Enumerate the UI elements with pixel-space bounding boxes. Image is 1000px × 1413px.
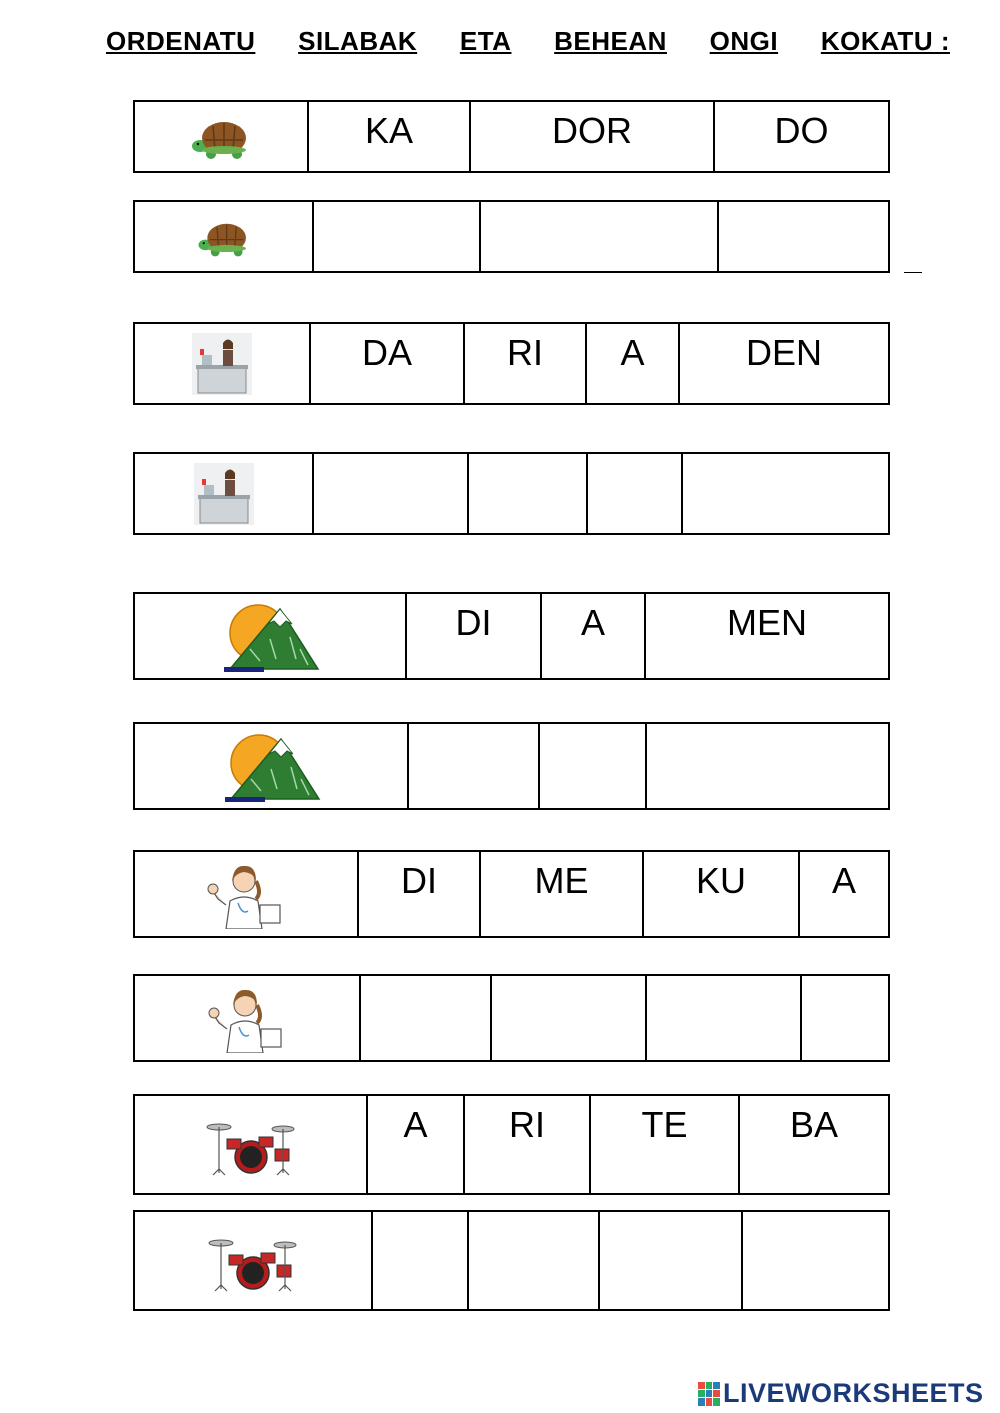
syllable-row-turtle — [133, 100, 890, 173]
doctor-icon — [204, 859, 288, 929]
answer-row-doctor — [133, 974, 890, 1062]
answer-box[interactable] — [312, 454, 467, 533]
picture-cell — [135, 594, 405, 678]
syllable-cell: MEN — [644, 594, 888, 678]
stray-mark — [904, 272, 922, 273]
answer-box[interactable] — [538, 724, 645, 808]
syllable-cell: A — [366, 1096, 463, 1193]
liveworksheets-logo — [698, 1378, 984, 1409]
syllable-cell: DI — [357, 852, 479, 936]
answer-box[interactable] — [645, 724, 888, 808]
syllable-row-drum-kit — [133, 1094, 890, 1195]
syllable-cell: A — [540, 594, 644, 678]
syllable-cell: DI — [405, 594, 540, 678]
drum-kit-icon — [207, 1229, 299, 1293]
logo-mark-icon — [698, 1382, 720, 1406]
syllable-cell: KU — [642, 852, 798, 936]
syllable-cell: A — [585, 324, 678, 403]
syllable-cell: A — [798, 852, 888, 936]
syllable-cell: DA — [309, 324, 463, 403]
picture-cell — [135, 102, 307, 171]
drum-kit-icon — [205, 1113, 297, 1177]
answer-box[interactable] — [467, 1212, 598, 1309]
turtle-icon — [196, 215, 252, 259]
answer-box[interactable] — [598, 1212, 741, 1309]
picture-cell — [135, 852, 357, 936]
answer-box[interactable] — [800, 976, 888, 1060]
answer-box[interactable] — [371, 1212, 467, 1309]
syllable-cell: DEN — [678, 324, 888, 403]
syllable-cell: DOR — [469, 102, 713, 171]
title-word: ORDENATU — [106, 26, 256, 56]
title-word: ETA — [459, 26, 512, 56]
syllable-row-mountain — [133, 592, 890, 680]
syllable-cell: ME — [479, 852, 642, 936]
picture-cell — [135, 1212, 371, 1309]
answer-box[interactable] — [586, 454, 681, 533]
answer-row-drum-kit — [133, 1210, 890, 1311]
picture-cell — [135, 976, 359, 1060]
syllable-cell: TE — [589, 1096, 738, 1193]
syllable-row-shop-assistant — [133, 322, 890, 405]
picture-cell — [135, 1096, 366, 1193]
doctor-icon — [205, 983, 289, 1053]
answer-box[interactable] — [645, 976, 800, 1060]
shop-assistant-icon — [194, 463, 254, 525]
syllable-cell: DO — [713, 102, 888, 171]
answer-box[interactable] — [681, 454, 888, 533]
logo-text: LIVEWORKSHEETS — [723, 1378, 984, 1408]
shop-assistant-icon — [192, 333, 252, 395]
mountain-sun-icon — [221, 729, 321, 803]
picture-cell — [135, 724, 407, 808]
syllable-row-doctor — [133, 850, 890, 938]
picture-cell — [135, 202, 312, 271]
syllable-cell: RI — [463, 324, 585, 403]
syllable-cell: KA — [307, 102, 469, 171]
title-word: SILABAK — [298, 26, 418, 56]
answer-box[interactable] — [407, 724, 538, 808]
answer-row-shop-assistant — [133, 452, 890, 535]
picture-cell — [135, 324, 309, 403]
answer-box[interactable] — [467, 454, 586, 533]
answer-box[interactable] — [741, 1212, 888, 1309]
syllable-cell: RI — [463, 1096, 589, 1193]
title-word: ONGI — [709, 26, 779, 56]
title-word: KOKATU : — [820, 26, 950, 56]
picture-cell — [135, 454, 312, 533]
answer-box[interactable] — [479, 202, 717, 271]
answer-box[interactable] — [312, 202, 479, 271]
answer-box[interactable] — [359, 976, 490, 1060]
turtle-icon — [191, 112, 251, 162]
answer-row-turtle — [133, 200, 890, 273]
mountain-sun-icon — [220, 599, 320, 673]
answer-box[interactable] — [490, 976, 645, 1060]
title-word: BEHEAN — [554, 26, 667, 56]
answer-row-mountain — [133, 722, 890, 810]
answer-box[interactable] — [717, 202, 888, 271]
worksheet-title — [106, 26, 950, 57]
syllable-cell: BA — [738, 1096, 888, 1193]
